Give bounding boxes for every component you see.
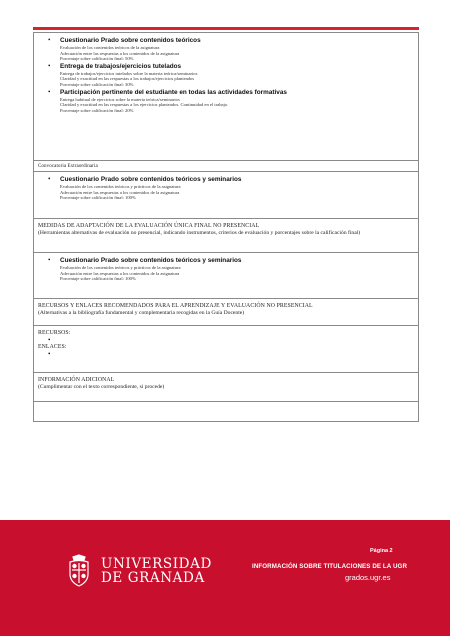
item-line: Entrega de trabajos/ejercicios tutelados sobre la materia teórica/seminarios <box>60 70 198 76</box>
resources-cell <box>34 326 418 373</box>
adaptation-heading-cell <box>34 219 418 253</box>
top-red-rule <box>33 27 419 30</box>
item-title: • Cuestionario Prado sobre contenidos teóricos y seminarios <box>60 257 242 264</box>
list-item <box>60 63 414 88</box>
adaptation-list <box>38 257 414 282</box>
item-line: Porcentaje sobre calificación final: 100% <box>60 276 136 282</box>
item-line: Porcentaje sobre calificación final: 100% <box>60 195 136 201</box>
item-line: Claridad y exactitud en las respuestas a los trabajos/ejercicios planteados <box>60 76 195 82</box>
extraordinary-heading: Convocatoria Extraordinaria <box>38 164 98 169</box>
adaptation-heading: MEDIDAS DE ADAPTACIÓN DE LA EVALUACIÓN ÚNICA FINAL NO PRESENCIAL <box>38 223 260 229</box>
item-line: Porcentaje sobre calificación final: 30% <box>60 81 134 87</box>
university-name-line1: UNIVERSIDAD <box>101 556 212 572</box>
item-title: • Entrega de trabajos/ejercicios tutelados <box>60 62 182 70</box>
item-line: Porcentaje sobre calificación final: 20% <box>60 107 134 113</box>
university-name-line2: DE GRANADA <box>101 570 205 586</box>
resources-heading: RECURSOS Y ENLACES RECOMENDADOS PARA EL APRENDIZAJE Y EVALUACIÓN NO PRESENCIAL <box>38 303 313 309</box>
item-title: • Cuestionario Prado sobre contenidos teóricos <box>60 37 201 44</box>
additional-info-cell <box>34 373 418 402</box>
item-line: Entrega habitual de ejercicios sobre la materia teórica/seminarios <box>60 96 180 102</box>
ordinary-assessment-cell <box>34 33 418 161</box>
item-line: Porcentaje sobre calificación final: 50% <box>60 56 134 62</box>
recursos-list <box>38 337 414 344</box>
recursos-label: RECURSOS: <box>38 330 71 336</box>
adaptation-subheading: (Herramientas alternativas de evaluación no presencial, indicando instrumentos, criterios de evaluación y porcentajes sobre la calificación final) <box>38 230 361 236</box>
resources-subheading: (Alternativas a la bibliografía fundamental y complementaria recogidas en la Guía Docente) <box>38 310 245 316</box>
item-line: Adecuación entre las respuestas a los contenidos de la asignatura <box>60 189 180 195</box>
additional-heading: INFORMACIÓN ADICIONAL <box>38 377 115 383</box>
university-crest-icon <box>64 554 94 588</box>
list-item <box>60 337 414 344</box>
item-title: • Cuestionario Prado sobre contenidos teóricos y seminarios <box>60 176 242 183</box>
item-line: Claridad y exactitud en las respuestas a los ejercicios planteados. Continuidad en el trabajo. <box>60 102 229 108</box>
extraordinary-heading-cell <box>34 161 418 172</box>
item-line: Adecuación entre las respuestas a los contenidos de la asignatura <box>60 270 180 276</box>
resources-heading-cell <box>34 299 418 326</box>
list-item <box>60 257 414 282</box>
item-line: Adecuación entre las respuestas a los contenidos de la asignatura <box>60 50 180 56</box>
extraordinary-list <box>38 176 414 201</box>
list-item <box>60 89 414 114</box>
enlaces-label: ENLACES: <box>38 344 67 350</box>
list-item <box>60 37 414 62</box>
page-number: Página 2 <box>370 548 393 554</box>
guide-table <box>33 32 419 422</box>
additional-empty-cell <box>34 402 418 422</box>
list-item <box>60 176 414 201</box>
ordinary-assessment-list <box>38 37 414 113</box>
item-line: Evaluación de los contenidos teóricos y prácticos de la asignatura <box>60 265 181 270</box>
item-line: Evaluación de los contenidos teóricos y prácticos de la asignatura <box>60 184 181 189</box>
enlaces-list <box>38 351 414 358</box>
footer-info-text: INFORMACIÓN SOBRE TITULACIONES DE LA UGR <box>252 563 408 570</box>
list-item <box>60 351 414 358</box>
additional-subheading: (Cumplimentar con el texto correspondiente, si procede) <box>38 384 165 390</box>
item-line: Evaluación de los contenidos teóricos de la asignatura <box>60 45 160 50</box>
extraordinary-cell <box>34 172 418 219</box>
footer-url[interactable]: grados.ugr.es <box>345 573 391 582</box>
adaptation-cell <box>34 253 418 299</box>
item-title: • Participación pertinente del estudiante en todas las actividades formativas <box>60 88 287 96</box>
